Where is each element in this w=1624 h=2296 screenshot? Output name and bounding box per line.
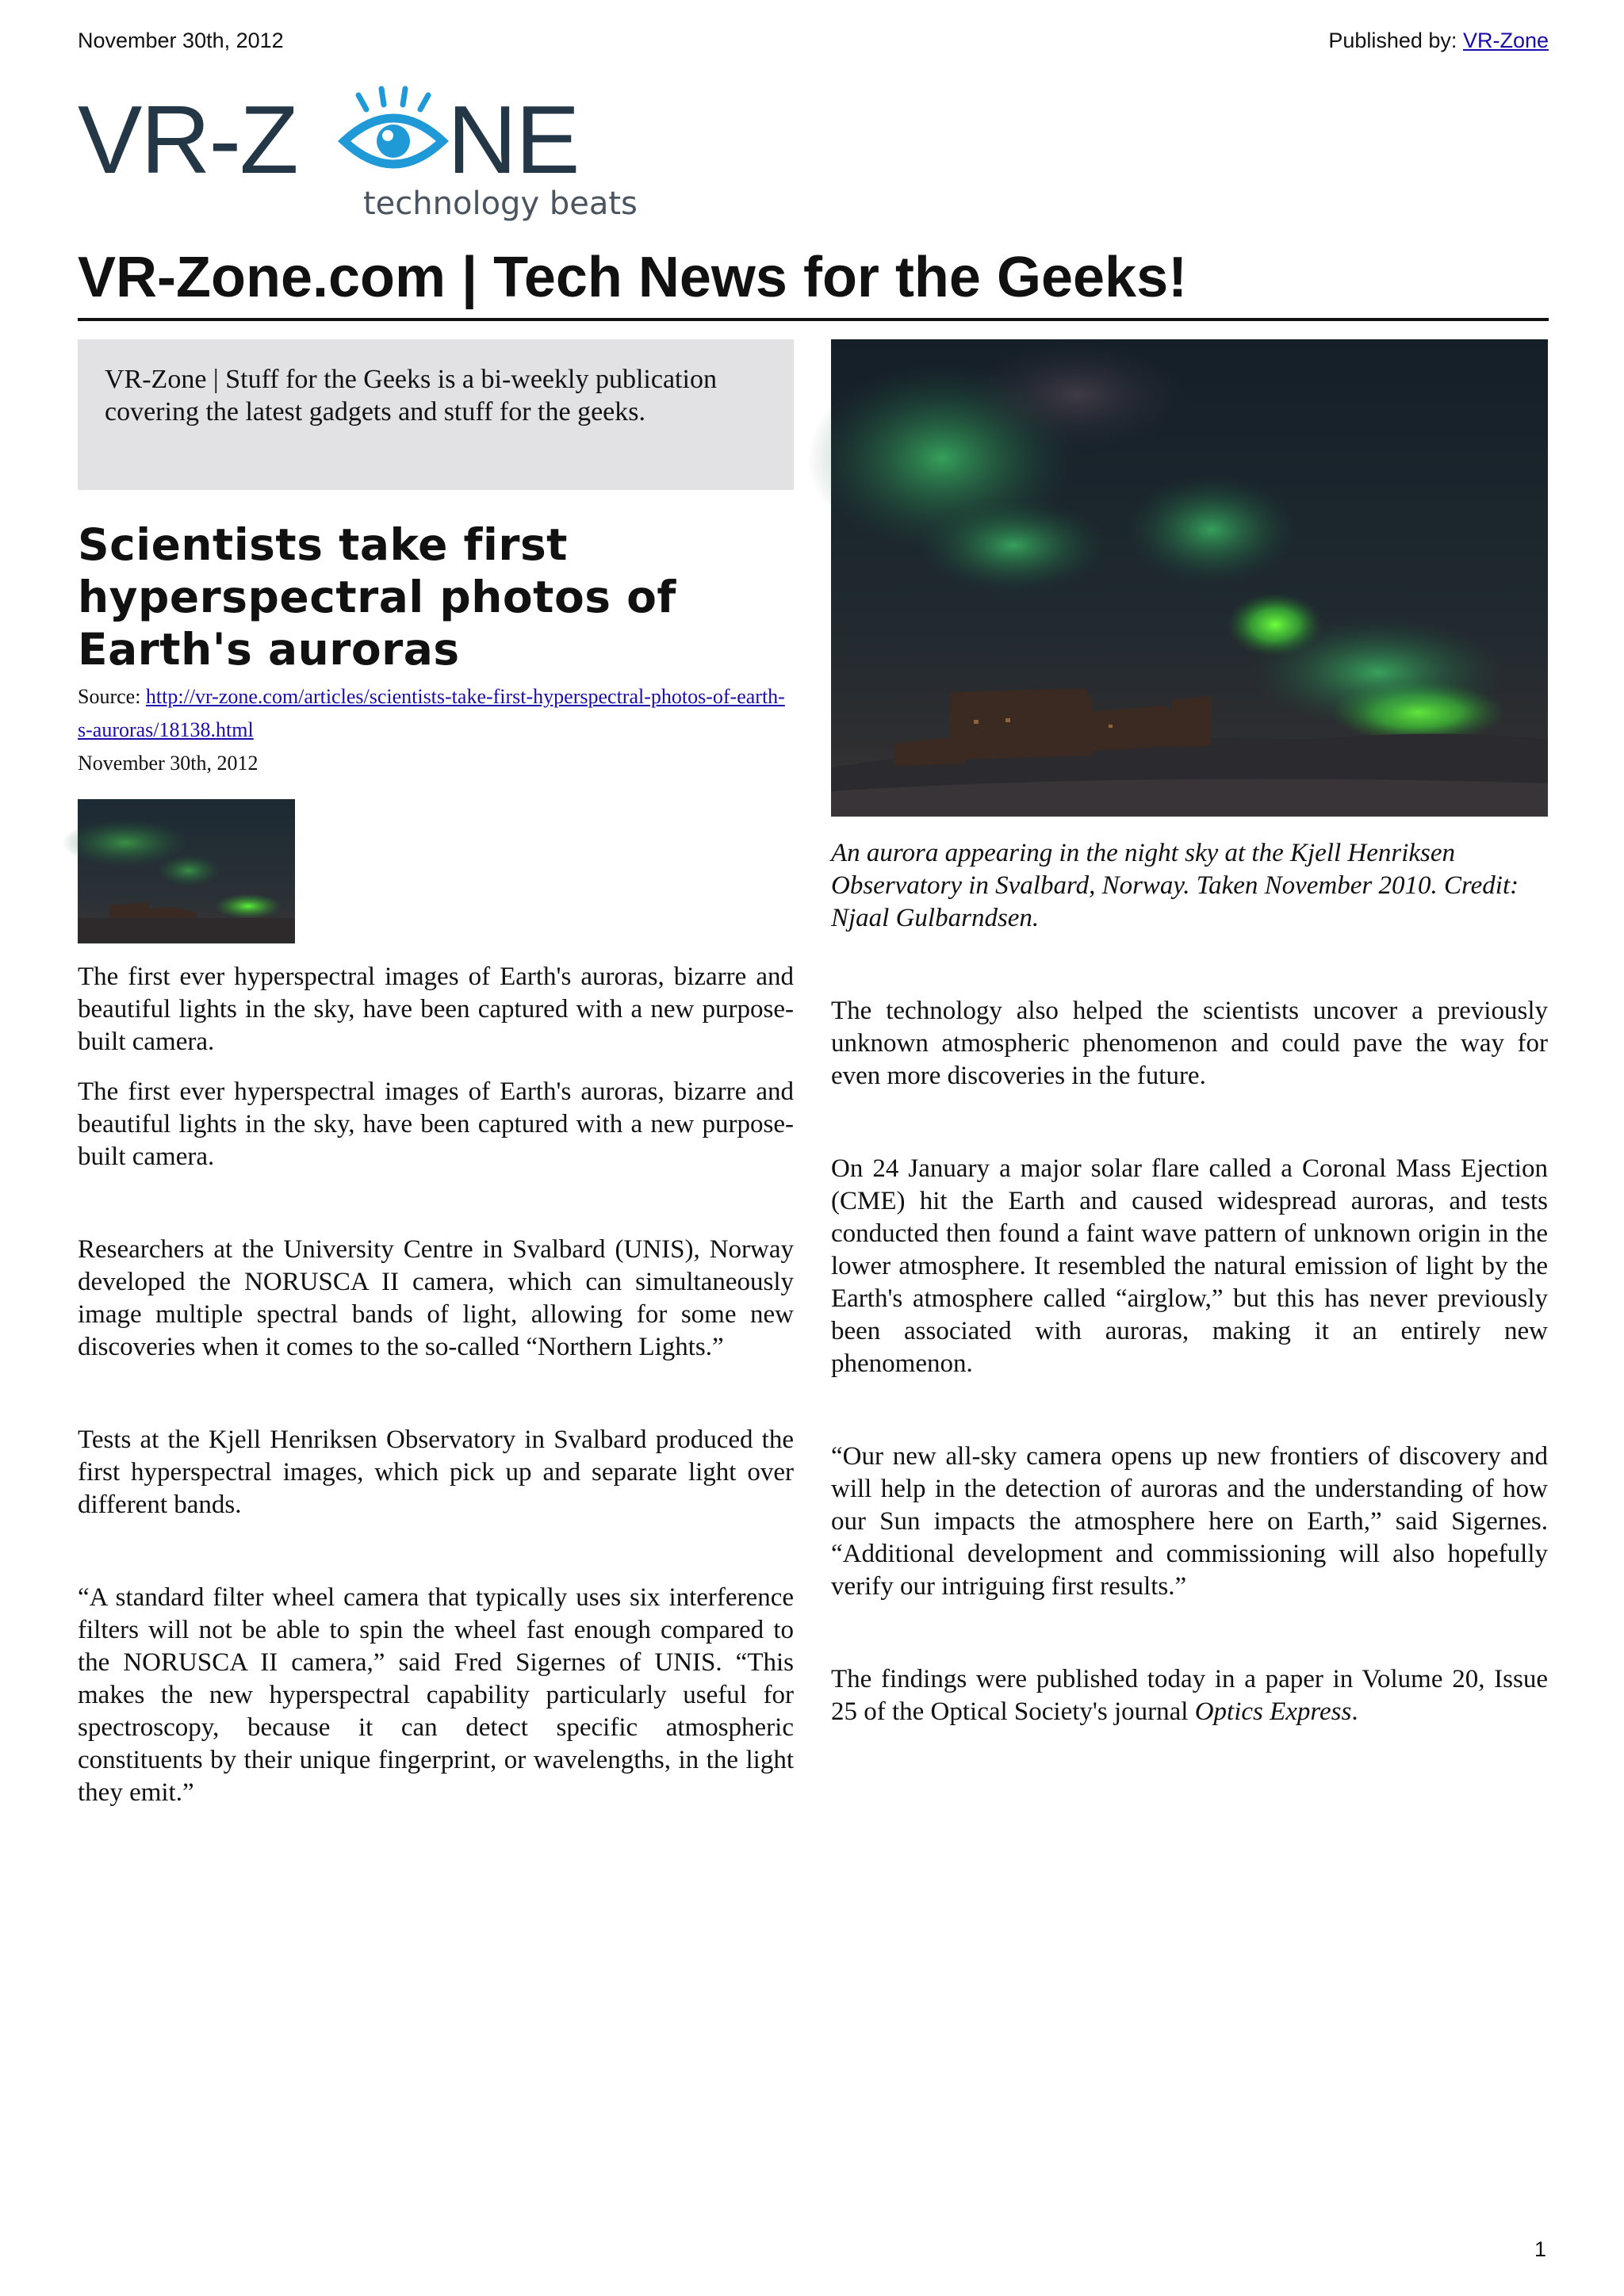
final-paragraph-end: . — [1351, 1697, 1358, 1726]
source-link[interactable]: http://vr-zone.com/articles/scientists-take-first-hyperspectral-photos-of-earth-s-auroras/18138.html — [78, 685, 785, 741]
source-label: Source: — [78, 685, 141, 708]
left-paragraph: The first ever hyperspectral images of Earth's auroras, bizarre and beautiful lights in the sky, have been captured with a new purpose-built camera. — [78, 962, 794, 1056]
aurora-photo-image — [831, 339, 1548, 817]
article-date: November 30th, 2012 — [78, 752, 259, 775]
publisher-link[interactable]: VR-Zone — [1462, 29, 1549, 52]
left-paragraph: “A standard filter wheel camera that typically uses six interference filters will not be able to spin the wheel fast enough compared to the NORUSCA II camera,” said Fred Sigernes of UNIS. “This makes the new hyperspectral capability particularly useful for spectroscopy, because it can detect specific atmospheric constituents by their unique fingerprint, or wavelengths, in the light they emit.” — [78, 1583, 794, 1807]
vr-zone-logo — [78, 79, 638, 226]
article-title: Scientists take first hyperspectral photos of Earth's auroras — [78, 519, 676, 675]
aurora-thumbnail-image — [78, 799, 295, 943]
logo-text-right: NE — [447, 86, 579, 193]
final-paragraph-text: The findings were published today in a paper in Volume 20, Issue 25 of the Optical Society's journal — [831, 1665, 1548, 1726]
left-column — [78, 339, 794, 1809]
right-paragraph: “Our new all-sky camera opens up new frontiers of discovery and will help in the detection of auroras and the understanding of how our Sun impacts the atmosphere here on Earth,” said Sigernes. “Additional development and commissioning will also hopefully verify our intriguing first results.” — [831, 1442, 1548, 1601]
left-paragraph: Tests at the Kjell Henriksen Observatory in Svalbard produced the first hyperspectral images, which pick up and separate light over different bands. — [78, 1425, 794, 1519]
header-date: November 30th, 2012 — [78, 29, 284, 52]
final-paragraph — [831, 1663, 1548, 1728]
intro-box: VR-Zone | Stuff for the Geeks is a bi-weekly publication covering the latest gadgets and stuff for the geeks. — [78, 339, 794, 490]
publisher-line — [1328, 29, 1549, 53]
right-column — [831, 339, 1548, 1728]
site-title: VR-Zone.com | Tech News for the Geeks! — [78, 242, 1549, 321]
logo-text-left: VR-Z — [78, 86, 297, 193]
photo-caption: An aurora appearing in the night sky at the Kjell Henriksen Observatory in Svalbard, Norway. Taken November 2010. Credit: Njaal Gulbarndsen. — [831, 839, 1519, 932]
left-paragraph: The first ever hyperspectral images of Earth's auroras, bizarre and beautiful lights in the sky, have been captured with a new purpose-built camera. — [78, 1077, 794, 1171]
page-number: 1 — [1534, 2237, 1546, 2261]
journal-name: Optics Express — [1194, 1697, 1352, 1726]
right-paragraph: On 24 January a major solar flare called a Coronal Mass Ejection (CME) hit the Earth and caused widespread auroras, and tests conducted then found a faint wave pattern of unknown origin in the lower atmosphere. It resembled the natural emission of light by the Earth's atmosphere called “airglow,” but this has never previously been associated with auroras, making it an entirely new phenomenon. — [831, 1154, 1548, 1378]
published-by-label: Published by: — [1328, 29, 1457, 52]
article-source — [78, 680, 794, 747]
left-paragraph: Researchers at the University Centre in Svalbard (UNIS), Norway developed the NORUSCA II camera, which can simultaneously image multiple spectral bands of light, allowing for some new discoveries when it comes to the so-called “Northern Lights.” — [78, 1235, 794, 1361]
right-paragraph: The technology also helped the scientists uncover a previously unknown atmospheric phenomenon and could pave the way for even more discoveries in the future. — [831, 997, 1548, 1090]
eye-logo-icon — [344, 89, 442, 164]
logo-tagline: technology beats — [363, 186, 638, 222]
